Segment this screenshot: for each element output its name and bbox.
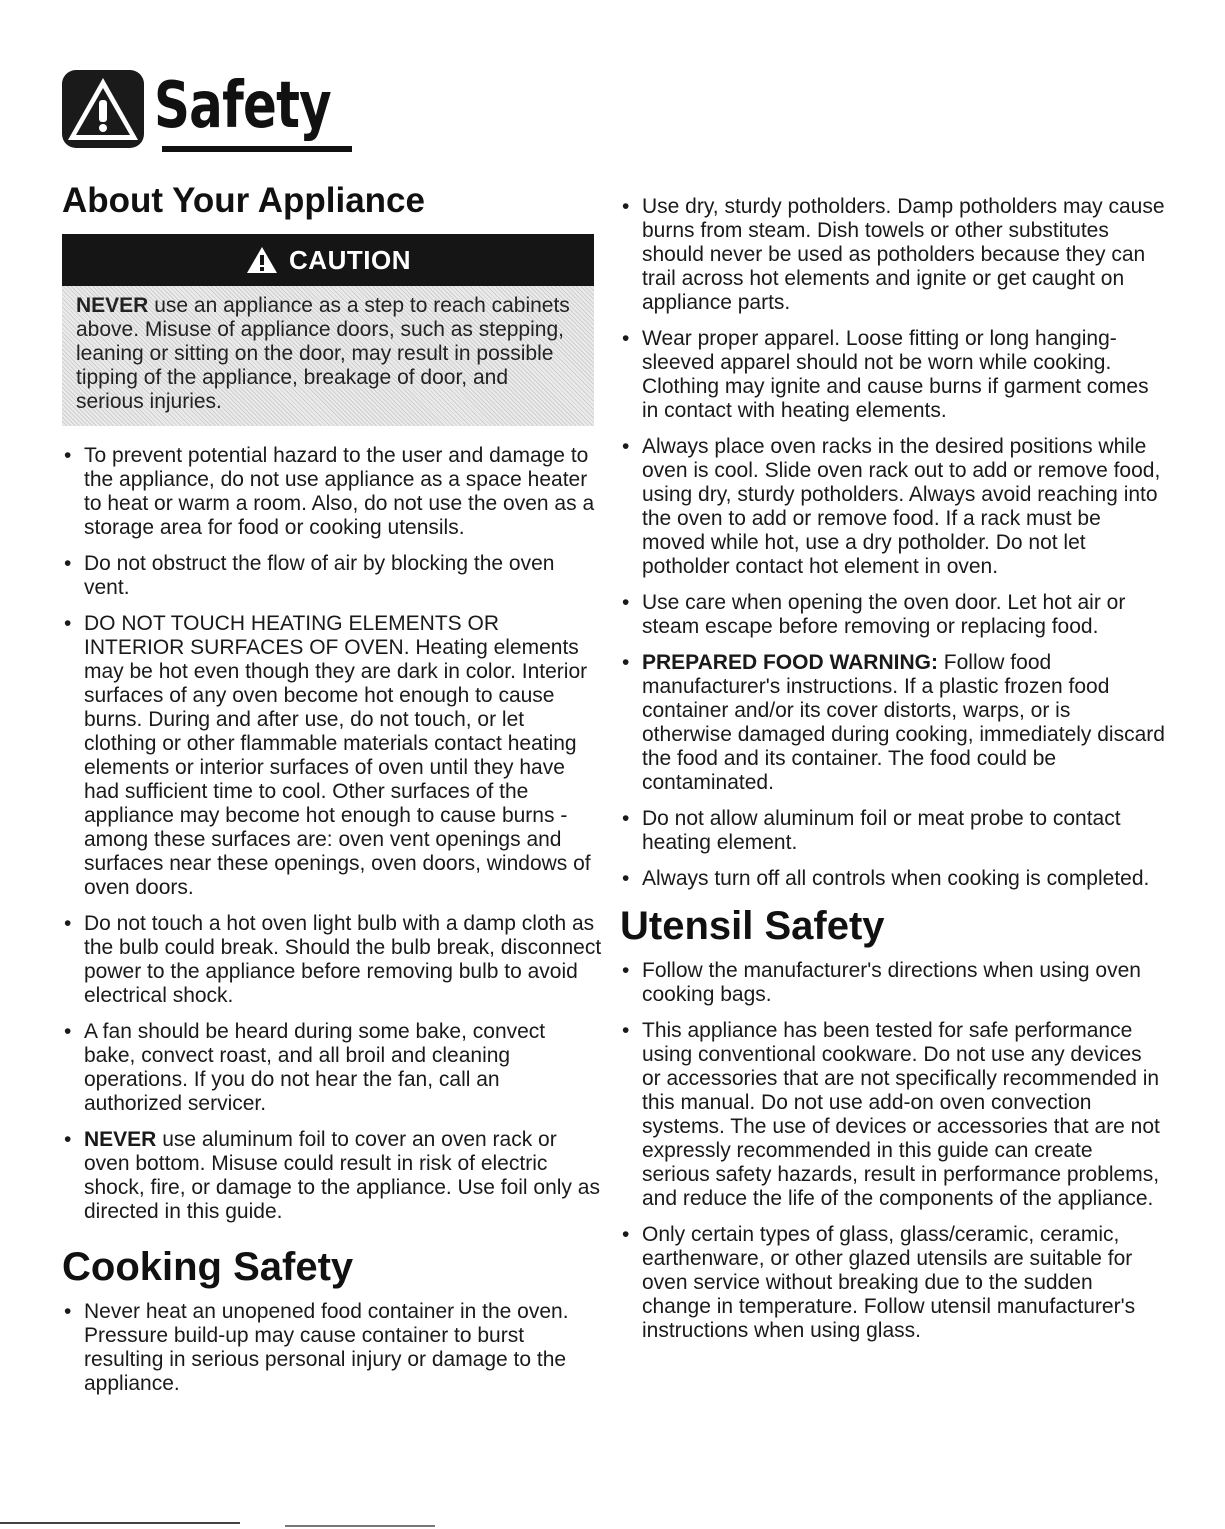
prepared-strong: PREPARED FOOD WARNING:: [642, 651, 938, 674]
list-item: • Wear proper apparel. Loose fitting or long hanging-sleeved apparel should not be worn while cooking. Clothing may ignite and cause burns if garment comes in contact with heating elements.: [620, 327, 1165, 423]
caution-rest: use an appliance as a step to reach cabinets above. Misuse of appliance doors, such as stepping, leaning or sitting on the door, may result in possible tipping of the appliance, breakage of door, and serious injuries.: [76, 294, 570, 413]
prepared-rest: Follow food manufacturer's instructions. If a plastic frozen food container and/or its cover distorts, warps, or is otherwise damaged during cooking, immediately discard the food and its container. The food could be contaminated.: [642, 651, 1165, 794]
page-title: Safety: [154, 69, 331, 143]
list-item: • Only certain types of glass, glass/ceramic, ceramic, earthenware, or other glazed utensils are suitable for oven service without breaking due to the sudden change in temperature. Follow utensil manufacturer's instructions when using glass.: [620, 1223, 1165, 1343]
list-item: • To prevent potential hazard to the user and damage to the appliance, do not use appliance as a space heater to heat or warm a room. Also, do not use the oven as a storage area for food or cooking utensils.: [62, 444, 602, 540]
title-underline: [162, 146, 352, 152]
caution-strong: NEVER: [76, 294, 149, 317]
list-item: • Never heat an unopened food container in the oven. Pressure build-up may cause container to burst resulting in serious personal injury or damage to the appliance.: [62, 1300, 602, 1396]
footer-rule: [285, 1525, 435, 1527]
never-rest: use aluminum foil to cover an oven rack or oven bottom. Misuse could result in risk of electric shock, fire, or damage to the appliance. Use foil only as directed in this guide.: [84, 1128, 600, 1223]
list-item: • This appliance has been tested for safe performance using conventional cookware. Do not use any devices or accessories that are not specifically recommended in this manual. Do not use add-on oven convection systems. The use of devices or accessories that are not expressly recommended in this guide can create serious safety hazards, result in performance problems, and reduce the life of the components of the appliance.: [620, 1019, 1165, 1211]
about-heading: About Your Appliance: [62, 181, 425, 220]
cooking-list-right: [620, 195, 1165, 891]
cooking-heading: Cooking Safety: [62, 1245, 354, 1289]
list-item: • A fan should be heard during some bake, convect bake, convect roast, and all broil and cleaning operations. If you do not hear the fan, call an authorized servicer.: [62, 1020, 602, 1116]
caution-text: [62, 286, 594, 426]
never-strong: NEVER: [84, 1128, 157, 1151]
list-item: • DO NOT TOUCH HEATING ELEMENTS OR INTERIOR SURFACES OF OVEN. Heating elements may be hot even though they are dark in color. Interior surfaces of any oven become hot enough to cause burns. During and after use, do not touch, or let clothing or other flammable materials contact heating elements or interior surfaces of oven until they have had sufficient time to cool. Other surfaces of the appliance may become hot enough to cause burns - among these surfaces are: oven vent openings and surfaces near these openings, oven doors, windows of oven doors.: [62, 612, 602, 900]
list-item: • Follow the manufacturer's directions when using oven cooking bags.: [620, 959, 1165, 1007]
caution-icon: [245, 245, 279, 275]
list-item: • Use care when opening the oven door. Let hot air or steam escape before removing or replacing food.: [620, 591, 1165, 639]
list-item: • Always turn off all controls when cooking is completed.: [620, 867, 1165, 891]
caution-bar: [62, 234, 594, 286]
utensil-heading: Utensil Safety: [620, 904, 885, 948]
footer-rule: [0, 1522, 240, 1524]
list-item: [620, 651, 1165, 795]
right-column: [620, 195, 1165, 1355]
list-item: • Always place oven racks in the desired positions while oven is cool. Slide oven rack out to add or remove food, using dry, sturdy potholders. Always avoid reaching into the oven to add or remove food. If a rack must be moved while hot, use a dry potholder. Do not let potholder contact hot element in oven.: [620, 435, 1165, 579]
list-item: • Do not touch a hot oven light bulb with a damp cloth as the bulb could break. Should the bulb break, disconnect power to the appliance before removing bulb to avoid electrical shock.: [62, 912, 602, 1008]
caution-label: CAUTION: [289, 245, 411, 275]
list-item: • Do not obstruct the flow of air by blocking the oven vent.: [62, 552, 602, 600]
left-column: [62, 180, 602, 1408]
list-item: [62, 1128, 602, 1224]
warning-icon: [62, 70, 144, 148]
utensil-list: [620, 959, 1165, 1343]
list-item: • Do not allow aluminum foil or meat probe to contact heating element.: [620, 807, 1165, 855]
list-item: • Use dry, sturdy potholders. Damp potholders may cause burns from steam. Dish towels or other substitutes should never be used as potholders because they can trail across hot elements and ignite or get caught on appliance parts.: [620, 195, 1165, 315]
cooking-list-left: [62, 1300, 602, 1396]
about-list: [62, 444, 602, 1224]
caution-box: [62, 234, 594, 426]
